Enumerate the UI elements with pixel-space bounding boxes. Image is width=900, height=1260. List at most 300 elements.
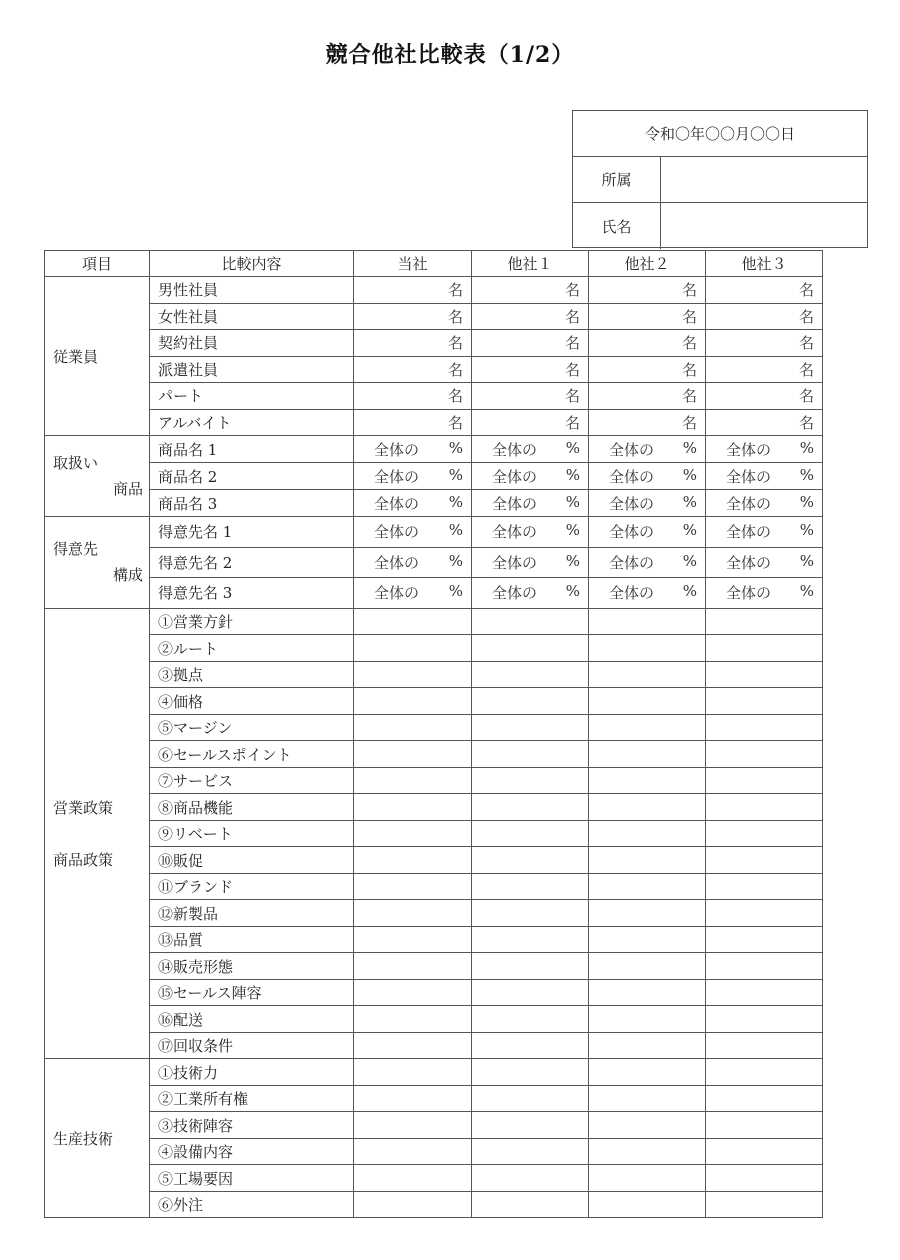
item-label: ②工業所有権 — [150, 1085, 354, 1112]
cell-competitor-1[interactable] — [472, 794, 589, 821]
category-label — [53, 450, 149, 502]
cell-competitor-3[interactable] — [706, 1138, 823, 1165]
percent-suffix: % — [565, 492, 580, 511]
percent-field — [472, 439, 588, 460]
cell-competitor-2[interactable] — [589, 794, 706, 821]
cell-competitor-3[interactable]: 名 — [706, 383, 823, 410]
name-label: 氏名 — [573, 203, 661, 249]
cell-own-company[interactable] — [354, 926, 472, 953]
table-row — [45, 303, 823, 330]
cell-own-company[interactable]: 名 — [354, 356, 472, 383]
percent-field — [354, 521, 471, 542]
cell-own-company[interactable] — [354, 1032, 472, 1059]
item-label: ⑦サービス — [150, 767, 354, 794]
cell-competitor-2[interactable] — [589, 490, 706, 517]
cell-competitor-3[interactable] — [706, 926, 823, 953]
cell-competitor-1[interactable] — [472, 608, 589, 635]
cell-competitor-2[interactable] — [589, 1059, 706, 1086]
percent-suffix: % — [448, 465, 463, 484]
cell-competitor-3[interactable] — [706, 578, 823, 609]
cell-competitor-2[interactable] — [589, 1165, 706, 1192]
cell-competitor-1[interactable]: 名 — [472, 277, 589, 304]
category-label — [53, 782, 149, 886]
cell-own-company[interactable] — [354, 517, 472, 548]
cell-competitor-2[interactable] — [589, 926, 706, 953]
cell-competitor-3[interactable] — [706, 490, 823, 517]
affiliation-label: 所属 — [573, 157, 661, 202]
cell-own-company[interactable] — [354, 1112, 472, 1139]
cell-competitor-2[interactable]: 名 — [589, 277, 706, 304]
percent-field — [354, 493, 471, 514]
percent-prefix: 全体の — [374, 440, 420, 459]
cell-competitor-1[interactable] — [472, 436, 589, 463]
info-box — [572, 110, 868, 248]
percent-suffix: % — [799, 521, 814, 540]
cell-competitor-2[interactable] — [589, 1085, 706, 1112]
cell-competitor-3[interactable] — [706, 1191, 823, 1218]
cell-competitor-3[interactable] — [706, 661, 823, 688]
cell-own-company[interactable] — [354, 979, 472, 1006]
percent-prefix: 全体の — [374, 467, 420, 486]
cell-competitor-3[interactable] — [706, 1059, 823, 1086]
percent-field — [706, 439, 822, 460]
cell-own-company[interactable] — [354, 1085, 472, 1112]
cell-competitor-1[interactable] — [472, 1032, 589, 1059]
item-label: ②ルート — [150, 635, 354, 662]
cell-competitor-1[interactable] — [472, 547, 589, 578]
item-label: 男性社員 — [150, 277, 354, 304]
cell-competitor-2[interactable] — [589, 635, 706, 662]
percent-suffix: % — [448, 521, 463, 540]
percent-prefix: 全体の — [726, 523, 772, 542]
cell-competitor-2[interactable] — [589, 1032, 706, 1059]
percent-field — [472, 521, 588, 542]
percent-field — [589, 466, 705, 487]
cell-competitor-3[interactable] — [706, 517, 823, 548]
percent-prefix: 全体の — [609, 584, 655, 603]
percent-suffix: % — [799, 465, 814, 484]
cell-competitor-3[interactable] — [706, 688, 823, 715]
header-competitor-3: 他社３ — [706, 251, 823, 277]
item-label: パート — [150, 383, 354, 410]
cell-competitor-3[interactable] — [706, 847, 823, 874]
percent-suffix: % — [565, 582, 580, 601]
percent-suffix: % — [799, 438, 814, 457]
cell-own-company[interactable] — [354, 547, 472, 578]
percent-suffix: % — [565, 551, 580, 570]
cell-competitor-3[interactable] — [706, 1112, 823, 1139]
cell-competitor-1[interactable] — [472, 767, 589, 794]
table-row — [45, 517, 823, 548]
category-line-2: 構成 — [112, 566, 143, 585]
cell-own-company[interactable] — [354, 767, 472, 794]
header-own-company: 当社 — [354, 251, 472, 277]
cell-competitor-2[interactable] — [589, 953, 706, 980]
cell-competitor-2[interactable] — [589, 1112, 706, 1139]
cell-own-company[interactable] — [354, 436, 472, 463]
cell-own-company[interactable] — [354, 635, 472, 662]
category-line-1: 営業政策 — [53, 798, 114, 817]
percent-prefix: 全体の — [374, 553, 420, 572]
percent-prefix: 全体の — [609, 440, 655, 459]
cell-competitor-2[interactable] — [589, 847, 706, 874]
percent-field — [706, 552, 822, 573]
cell-competitor-1[interactable] — [472, 979, 589, 1006]
item-label: ⑭販売形態 — [150, 953, 354, 980]
cell-competitor-1[interactable] — [472, 1138, 589, 1165]
cell-competitor-2[interactable] — [589, 741, 706, 768]
page-title: 競合他社比較表（1/2） — [325, 42, 575, 68]
percent-prefix: 全体の — [609, 467, 655, 486]
name-row — [573, 203, 867, 249]
item-label: ③拠点 — [150, 661, 354, 688]
percent-field — [706, 466, 822, 487]
cell-competitor-2[interactable] — [589, 547, 706, 578]
name-field[interactable] — [661, 203, 867, 249]
cell-own-company[interactable] — [354, 688, 472, 715]
percent-prefix: 全体の — [492, 584, 538, 603]
percent-prefix: 全体の — [726, 584, 772, 603]
cell-competitor-1[interactable] — [472, 661, 589, 688]
percent-prefix: 全体の — [374, 494, 420, 513]
header-competitor-2: 他社２ — [589, 251, 706, 277]
cell-competitor-1[interactable]: 名 — [472, 303, 589, 330]
cell-competitor-1[interactable] — [472, 1085, 589, 1112]
item-label: ⑯配送 — [150, 1006, 354, 1033]
cell-competitor-2[interactable] — [589, 688, 706, 715]
item-label: ⑧商品機能 — [150, 794, 354, 821]
cell-competitor-3[interactable]: 名 — [706, 356, 823, 383]
cell-competitor-2[interactable] — [589, 714, 706, 741]
cell-competitor-2[interactable] — [589, 436, 706, 463]
percent-suffix: % — [682, 582, 697, 601]
cell-own-company[interactable] — [354, 820, 472, 847]
percent-suffix: % — [799, 582, 814, 601]
item-label: ④設備内容 — [150, 1138, 354, 1165]
percent-field — [354, 552, 471, 573]
category-policy — [45, 608, 150, 1059]
cell-competitor-1[interactable] — [472, 688, 589, 715]
cell-own-company[interactable] — [354, 714, 472, 741]
item-label: ⑤マージン — [150, 714, 354, 741]
header-competitor-1: 他社１ — [472, 251, 589, 277]
cell-competitor-1[interactable] — [472, 900, 589, 927]
cell-own-company[interactable] — [354, 900, 472, 927]
cell-competitor-3[interactable] — [706, 1032, 823, 1059]
percent-prefix: 全体の — [492, 467, 538, 486]
percent-suffix: % — [799, 492, 814, 511]
category-label — [53, 536, 149, 588]
cell-own-company[interactable] — [354, 463, 472, 490]
percent-suffix: % — [565, 465, 580, 484]
cell-own-company[interactable] — [354, 608, 472, 635]
table-row — [45, 356, 823, 383]
affiliation-field[interactable] — [661, 157, 867, 202]
cell-own-company[interactable] — [354, 1006, 472, 1033]
item-label: ⑪ブランド — [150, 873, 354, 900]
cell-competitor-1[interactable] — [472, 820, 589, 847]
cell-competitor-2[interactable] — [589, 820, 706, 847]
cell-competitor-1[interactable] — [472, 714, 589, 741]
cell-competitor-3[interactable] — [706, 820, 823, 847]
table-row — [45, 490, 823, 517]
item-label: 商品名 3 — [150, 490, 354, 517]
cell-competitor-3[interactable] — [706, 794, 823, 821]
cell-competitor-2[interactable]: 名 — [589, 303, 706, 330]
percent-field — [589, 439, 705, 460]
cell-competitor-2[interactable] — [589, 661, 706, 688]
table-row — [45, 1059, 823, 1086]
cell-competitor-3[interactable] — [706, 547, 823, 578]
item-label: 得意先名 1 — [150, 517, 354, 548]
cell-competitor-1[interactable] — [472, 490, 589, 517]
cell-competitor-1[interactable] — [472, 1191, 589, 1218]
percent-suffix: % — [448, 492, 463, 511]
table-row — [45, 1112, 823, 1139]
percent-field — [589, 521, 705, 542]
cell-competitor-1[interactable]: 名 — [472, 383, 589, 410]
cell-competitor-1[interactable]: 名 — [472, 409, 589, 436]
percent-suffix: % — [448, 582, 463, 601]
item-label: 女性社員 — [150, 303, 354, 330]
percent-prefix: 全体の — [726, 494, 772, 513]
table-row — [45, 714, 823, 741]
percent-prefix: 全体の — [609, 523, 655, 542]
item-label: 得意先名 2 — [150, 547, 354, 578]
category-line-1: 得意先 — [53, 540, 99, 559]
cell-own-company[interactable] — [354, 794, 472, 821]
header-content: 比較内容 — [150, 251, 354, 277]
cell-competitor-3[interactable]: 名 — [706, 277, 823, 304]
cell-competitor-3[interactable] — [706, 436, 823, 463]
cell-own-company[interactable] — [354, 1191, 472, 1218]
cell-own-company[interactable]: 名 — [354, 277, 472, 304]
category-line-2: 商品 — [112, 480, 143, 498]
percent-prefix: 全体の — [492, 494, 538, 513]
percent-prefix: 全体の — [492, 440, 538, 459]
percent-suffix: % — [799, 551, 814, 570]
cell-competitor-2[interactable] — [589, 873, 706, 900]
cell-competitor-2[interactable] — [589, 900, 706, 927]
percent-field — [472, 552, 588, 573]
item-label: 派遣社員 — [150, 356, 354, 383]
cell-competitor-3[interactable] — [706, 979, 823, 1006]
item-label: ⑤工場要因 — [150, 1165, 354, 1192]
percent-field — [589, 493, 705, 514]
cell-competitor-2[interactable] — [589, 1138, 706, 1165]
table-row — [45, 847, 823, 874]
cell-competitor-1[interactable]: 名 — [472, 330, 589, 357]
percent-field — [589, 582, 705, 603]
percent-suffix: % — [682, 551, 697, 570]
cell-own-company[interactable] — [354, 661, 472, 688]
item-label: 契約社員 — [150, 330, 354, 357]
percent-field — [472, 582, 588, 603]
percent-prefix: 全体の — [374, 584, 420, 603]
cell-competitor-2[interactable]: 名 — [589, 409, 706, 436]
cell-competitor-1[interactable] — [472, 873, 589, 900]
cell-competitor-3[interactable] — [706, 900, 823, 927]
cell-competitor-3[interactable]: 名 — [706, 330, 823, 357]
table-row — [45, 1191, 823, 1218]
cell-competitor-1[interactable] — [472, 926, 589, 953]
table-row — [45, 1006, 823, 1033]
category-line-1: 取扱い — [53, 454, 99, 472]
cell-own-company[interactable]: 名 — [354, 330, 472, 357]
percent-field — [354, 582, 471, 603]
percent-suffix: % — [682, 465, 697, 484]
cell-competitor-1[interactable] — [472, 463, 589, 490]
header-row — [45, 251, 823, 277]
cell-competitor-2[interactable] — [589, 1191, 706, 1218]
percent-suffix: % — [682, 521, 697, 540]
cell-competitor-2[interactable]: 名 — [589, 356, 706, 383]
cell-competitor-1[interactable] — [472, 1006, 589, 1033]
cell-competitor-2[interactable] — [589, 463, 706, 490]
item-label: ④価格 — [150, 688, 354, 715]
table-row — [45, 741, 823, 768]
cell-competitor-1[interactable]: 名 — [472, 356, 589, 383]
item-label: ⑮セールス陣容 — [150, 979, 354, 1006]
cell-own-company[interactable]: 名 — [354, 409, 472, 436]
cell-own-company[interactable] — [354, 953, 472, 980]
item-label: 商品名 1 — [150, 436, 354, 463]
percent-field — [354, 439, 471, 460]
category-technology: 生産技術 — [45, 1059, 150, 1218]
percent-prefix: 全体の — [726, 440, 772, 459]
item-label: アルバイト — [150, 409, 354, 436]
item-label: ⑥外注 — [150, 1191, 354, 1218]
cell-competitor-3[interactable] — [706, 635, 823, 662]
item-label: ⑰回収条件 — [150, 1032, 354, 1059]
table-row — [45, 794, 823, 821]
percent-field — [706, 521, 822, 542]
table-row — [45, 578, 823, 609]
percent-prefix: 全体の — [726, 553, 772, 572]
cell-own-company[interactable] — [354, 1059, 472, 1086]
cell-competitor-3[interactable] — [706, 1085, 823, 1112]
table-row — [45, 635, 823, 662]
percent-field — [354, 466, 471, 487]
table-row — [45, 688, 823, 715]
percent-suffix: % — [682, 438, 697, 457]
cell-competitor-3[interactable] — [706, 608, 823, 635]
table-row — [45, 661, 823, 688]
cell-own-company[interactable] — [354, 1165, 472, 1192]
category-customers — [45, 517, 150, 609]
percent-field — [589, 552, 705, 573]
item-label: ③技術陣容 — [150, 1112, 354, 1139]
category-products — [45, 436, 150, 517]
cell-competitor-1[interactable] — [472, 953, 589, 980]
cell-competitor-2[interactable] — [589, 608, 706, 635]
cell-competitor-2[interactable] — [589, 979, 706, 1006]
cell-competitor-1[interactable] — [472, 578, 589, 609]
table-row — [45, 979, 823, 1006]
cell-competitor-3[interactable] — [706, 953, 823, 980]
percent-prefix: 全体の — [492, 553, 538, 572]
cell-competitor-1[interactable] — [472, 635, 589, 662]
cell-competitor-2[interactable] — [589, 578, 706, 609]
cell-competitor-3[interactable] — [706, 714, 823, 741]
cell-own-company[interactable] — [354, 578, 472, 609]
cell-competitor-3[interactable] — [706, 741, 823, 768]
cell-competitor-2[interactable] — [589, 1006, 706, 1033]
cell-competitor-1[interactable] — [472, 1112, 589, 1139]
percent-suffix: % — [448, 438, 463, 457]
cell-competitor-2[interactable]: 名 — [589, 330, 706, 357]
table-row — [45, 767, 823, 794]
table-row — [45, 547, 823, 578]
cell-competitor-1[interactable] — [472, 517, 589, 548]
date-field[interactable]: 令和〇年〇〇月〇〇日 — [573, 111, 867, 157]
table-row — [45, 277, 823, 304]
cell-competitor-1[interactable] — [472, 741, 589, 768]
cell-own-company[interactable] — [354, 490, 472, 517]
cell-competitor-3[interactable] — [706, 1006, 823, 1033]
table-row — [45, 873, 823, 900]
table-row — [45, 1032, 823, 1059]
item-label: ①営業方針 — [150, 608, 354, 635]
item-label: ①技術力 — [150, 1059, 354, 1086]
table-row — [45, 463, 823, 490]
cell-competitor-1[interactable] — [472, 1165, 589, 1192]
percent-field — [472, 493, 588, 514]
item-label: ⑬品質 — [150, 926, 354, 953]
cell-competitor-1[interactable] — [472, 1059, 589, 1086]
table-row — [45, 926, 823, 953]
cell-competitor-3[interactable] — [706, 767, 823, 794]
item-label: ⑥セールスポイント — [150, 741, 354, 768]
table-row — [45, 608, 823, 635]
cell-own-company[interactable] — [354, 741, 472, 768]
cell-own-company[interactable] — [354, 847, 472, 874]
item-label: 商品名 2 — [150, 463, 354, 490]
cell-own-company[interactable]: 名 — [354, 383, 472, 410]
cell-own-company[interactable] — [354, 873, 472, 900]
table-row — [45, 953, 823, 980]
affiliation-row — [573, 157, 867, 203]
cell-competitor-1[interactable] — [472, 847, 589, 874]
cell-competitor-3[interactable] — [706, 1165, 823, 1192]
item-label: ⑩販促 — [150, 847, 354, 874]
table-row — [45, 330, 823, 357]
item-label: ⑫新製品 — [150, 900, 354, 927]
table-row — [45, 1138, 823, 1165]
cell-competitor-2[interactable]: 名 — [589, 383, 706, 410]
cell-competitor-3[interactable]: 名 — [706, 303, 823, 330]
table-row — [45, 1085, 823, 1112]
cell-own-company[interactable] — [354, 1138, 472, 1165]
cell-competitor-3[interactable] — [706, 463, 823, 490]
comparison-table — [44, 250, 823, 1218]
cell-own-company[interactable]: 名 — [354, 303, 472, 330]
table-row — [45, 409, 823, 436]
table-row — [45, 383, 823, 410]
table-row — [45, 820, 823, 847]
percent-suffix: % — [448, 551, 463, 570]
percent-suffix: % — [565, 438, 580, 457]
percent-field — [706, 582, 822, 603]
percent-prefix: 全体の — [726, 467, 772, 486]
table-row — [45, 1165, 823, 1192]
cell-competitor-3[interactable] — [706, 873, 823, 900]
percent-prefix: 全体の — [374, 523, 420, 542]
cell-competitor-2[interactable] — [589, 767, 706, 794]
category-line-2: 商品政策 — [53, 850, 114, 869]
cell-competitor-2[interactable] — [589, 517, 706, 548]
cell-competitor-3[interactable]: 名 — [706, 409, 823, 436]
